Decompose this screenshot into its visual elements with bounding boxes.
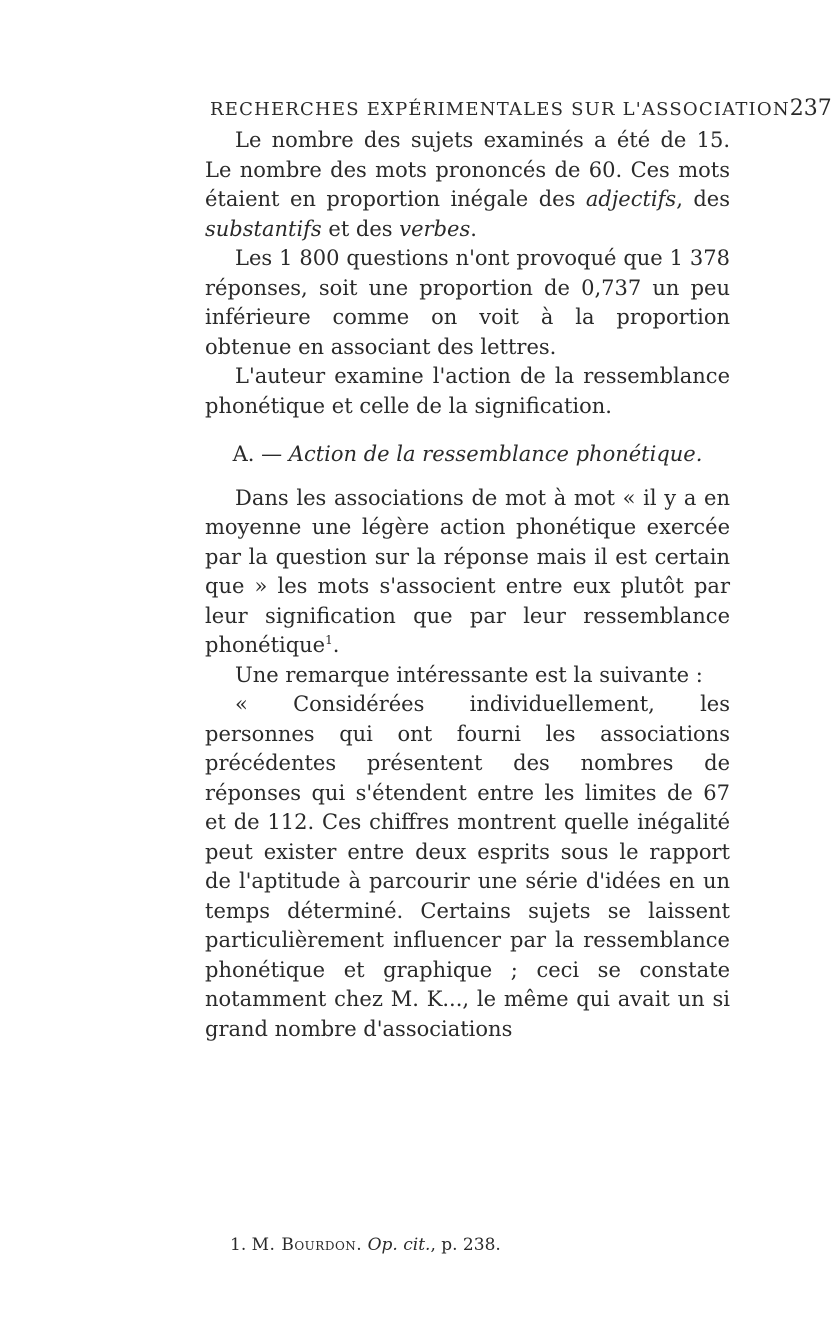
paragraph-associations <box>205 484 730 661</box>
section-label: A. — <box>232 442 289 466</box>
text-run: Dans les associations de mot à mot « il y a en moyenne une légère action phonétique exercée par la question sur la réponse mais il est certain que » les mots s'associent entre eux plutôt par leur signification que par leur ressemblance phonétique <box>205 485 730 657</box>
paragraph-responses: Les 1 800 questions n'ont provoqué que 1 378 réponses, soit une proportion de 0,737 un peu inférieure comme on voit à la proportion obtenue en associant des lettres. <box>205 246 730 359</box>
text-run: . <box>470 216 477 241</box>
text-run: Le nombre des sujets examinés a été de 15. Le nombre des mots prononcés de 60. Ces mots étaient en proportion inégale des <box>205 128 730 211</box>
footnote-page: , p. 238. <box>430 1235 501 1255</box>
paragraph-author-examines: L'auteur examine l'action de la ressemblance phonétique et celle de la signification. <box>205 364 730 418</box>
text-run: . <box>332 633 340 657</box>
body-text <box>205 126 730 1044</box>
footnote-ref: 1 <box>325 633 333 647</box>
running-header <box>210 96 832 121</box>
italic-term: verbes <box>399 216 471 241</box>
text-run: et des <box>321 216 400 241</box>
paragraph-quotation: « Considérées individuellement, les personnes qui ont fourni les associations précédentes présentent des nombres de réponses qui s'étendent entre les limites de 67 et de 112. Ces chiffres montrent quelle inégalité peut exister entre deux esprits sous le rapport de l'aptitude à parcourir une série d'idées en un temps déterminé. Certains sujets se laissent particulièrement influencer par la ressemblance phonétique et graphique ; ceci se constate notamment chez M. K..., le même qui avait un si grand nombre d'associations <box>205 692 730 1041</box>
page-number: 237 <box>789 96 832 121</box>
section-heading <box>205 440 730 470</box>
footnote-number: 1. <box>230 1235 247 1255</box>
footnote-citation: Op. cit. <box>367 1235 431 1255</box>
footnote-author: M. Bourdon. <box>251 1235 363 1255</box>
paragraph-remark: Une remarque intéressante est la suivante : <box>235 662 703 687</box>
paragraph-sample-size <box>205 126 730 244</box>
italic-term: adjectifs <box>585 187 677 211</box>
footnote <box>230 1233 730 1257</box>
text-run: , des <box>676 187 731 211</box>
section-title: Action de la ressemblance phonétique. <box>288 442 703 466</box>
running-title: RECHERCHES EXPÉRIMENTALES SUR L'ASSOCIATION <box>210 99 790 120</box>
italic-term: substantifs <box>205 216 322 241</box>
